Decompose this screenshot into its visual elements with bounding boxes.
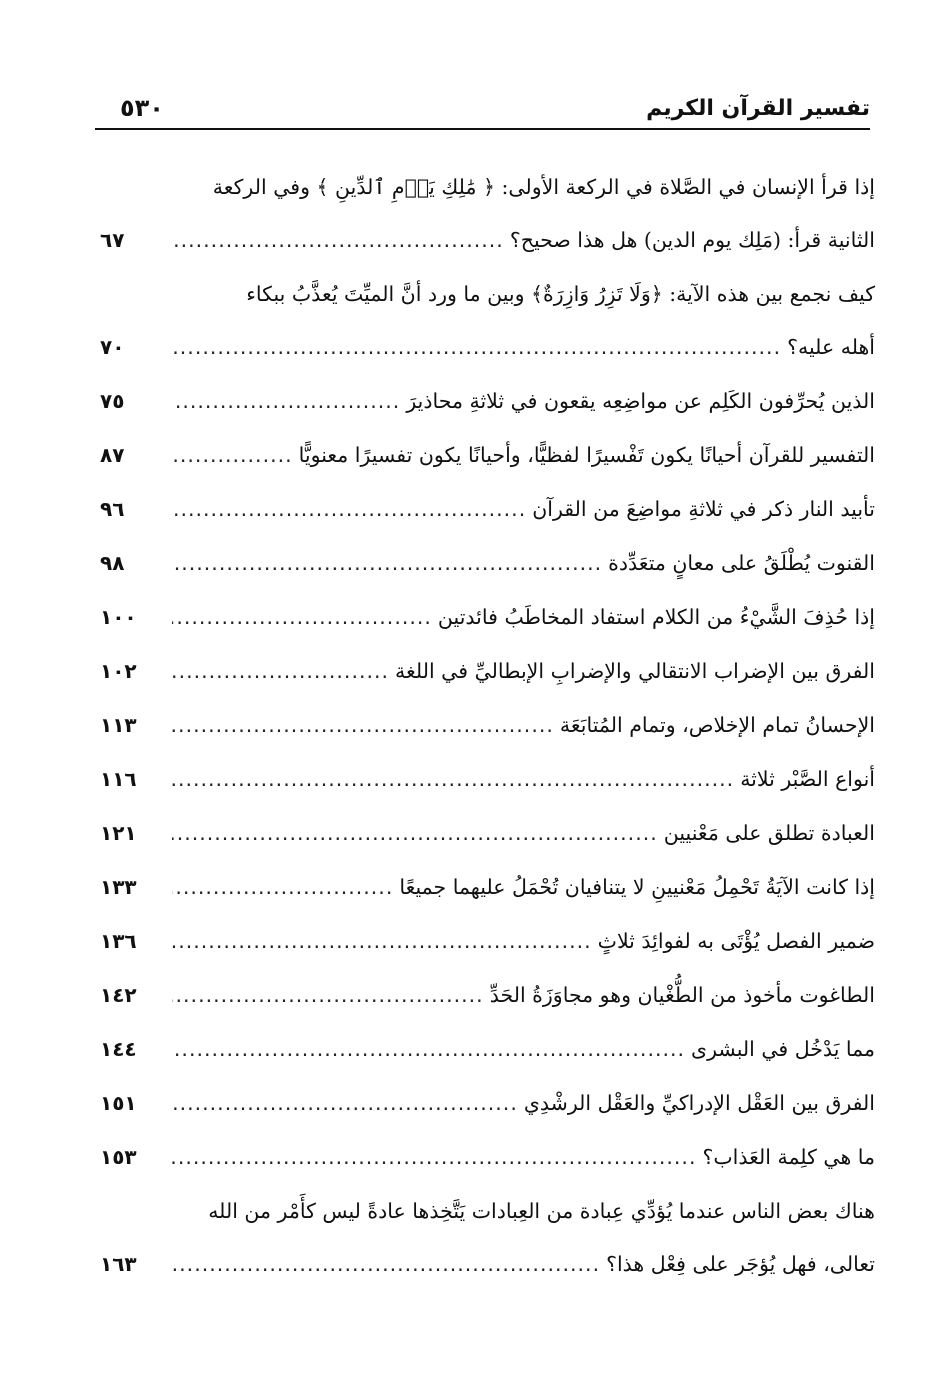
toc-entry[interactable] bbox=[100, 914, 875, 968]
toc-entry-line bbox=[100, 698, 875, 752]
toc-page-number: ١٥١ bbox=[100, 1091, 137, 1115]
toc-entry-line bbox=[100, 482, 875, 536]
table-of-contents bbox=[100, 160, 875, 1291]
toc-entry-line bbox=[100, 428, 875, 482]
toc-entry-line bbox=[100, 644, 875, 698]
toc-page-number: ١١٣ bbox=[100, 713, 137, 737]
toc-entry[interactable] bbox=[100, 590, 875, 644]
toc-entry-line bbox=[100, 590, 875, 644]
toc-entry-text: أهله عليه؟ bbox=[787, 335, 875, 359]
toc-page-number: ٨٧ bbox=[100, 443, 125, 467]
toc-entry[interactable] bbox=[100, 698, 875, 752]
dot-leader bbox=[172, 1076, 518, 1130]
toc-page-number: ١٥٣ bbox=[100, 1145, 137, 1169]
toc-page-number: ١٠٢ bbox=[100, 659, 137, 683]
toc-page-number: ١٢١ bbox=[100, 821, 137, 845]
toc-entry-text: مما يَدْخُل في البشرى bbox=[691, 1037, 875, 1061]
toc-entry-line bbox=[100, 1076, 875, 1130]
toc-entry-text: الفرق بين العَقْل الإدراكيِّ والعَقْل الرشْدِي bbox=[523, 1091, 875, 1115]
toc-entry-line bbox=[100, 374, 875, 428]
toc-page-number: ١٣٦ bbox=[100, 929, 137, 953]
toc-entry[interactable] bbox=[100, 1076, 875, 1130]
dot-leader bbox=[172, 1022, 685, 1076]
toc-entry-line bbox=[100, 1237, 875, 1291]
toc-entry-text: الإحسانُ تمام الإخلاص، وتمام المُتابَعَة bbox=[559, 713, 875, 737]
toc-page-number: ١١٦ bbox=[100, 767, 137, 791]
dot-leader bbox=[172, 374, 400, 428]
toc-entry[interactable] bbox=[100, 428, 875, 482]
toc-entry-line bbox=[100, 806, 875, 860]
toc-entry[interactable] bbox=[100, 644, 875, 698]
toc-entry-text: تعالى، فهل يُؤجَر على فِعْل هذا؟ bbox=[606, 1252, 875, 1276]
toc-entry-text: هناك بعض الناس عندما يُؤدِّي عِبادة من العِبادات يَتَّخِذها عادةً ليس كأَمْر من الله bbox=[208, 1199, 875, 1223]
toc-entry-text: التفسير للقرآن أحيانًا يكون تَفْسيرًا لفظيًّا، وأحيانًا يكون تفسيرًا معنويًّا bbox=[298, 443, 875, 467]
toc-entry-text: القنوت يُطْلَقُ على معانٍ متعَدِّدة bbox=[608, 551, 875, 575]
toc-entry[interactable] bbox=[100, 1022, 875, 1076]
dot-leader bbox=[172, 968, 484, 1022]
page-number: ٥٣٠ bbox=[120, 94, 164, 122]
toc-entry-text: الذين يُحرِّفون الكَلِم عن مواضِعِه يقعون في ثلاثةِ محاذيرَ bbox=[406, 389, 875, 413]
dot-leader bbox=[172, 213, 504, 267]
dot-leader bbox=[172, 428, 293, 482]
running-title: تفسير القرآن الكريم bbox=[646, 96, 870, 121]
toc-entry-text: الثانية قرأ: (مَلِك يوم الدين) هل هذا صحيح؟ bbox=[509, 228, 875, 252]
dot-leader bbox=[172, 590, 432, 644]
toc-entry[interactable] bbox=[100, 160, 875, 267]
dot-leader bbox=[172, 644, 389, 698]
toc-page-number: ١٤٢ bbox=[100, 983, 137, 1007]
toc-entry-text: الطاغوت مأخوذ من الطُّغْيان وهو مجاوَزَةُ الحَدِّ bbox=[489, 983, 875, 1007]
toc-entry-text: ما هي كلِمة العَذاب؟ bbox=[702, 1145, 875, 1169]
toc-entry-text: أنواع الصَّبْر ثلاثة bbox=[740, 767, 875, 791]
toc-page-number: ١٠٠ bbox=[100, 605, 137, 629]
toc-entry-line bbox=[100, 213, 875, 267]
toc-entry[interactable] bbox=[100, 267, 875, 374]
dot-leader bbox=[172, 860, 393, 914]
dot-leader bbox=[172, 698, 554, 752]
toc-page-number: ٦٧ bbox=[100, 228, 125, 252]
toc-entry-line bbox=[100, 536, 875, 590]
page-header bbox=[95, 92, 870, 130]
toc-entry-line bbox=[100, 1022, 875, 1076]
toc-entry-line bbox=[100, 320, 875, 374]
toc-entry[interactable] bbox=[100, 1184, 875, 1291]
dot-leader bbox=[172, 806, 658, 860]
toc-page-number: ٧٥ bbox=[100, 389, 125, 413]
toc-entry[interactable] bbox=[100, 806, 875, 860]
toc-entry-text: تأبيد النار ذكر في ثلاثةِ مواضِعَ من القرآن bbox=[532, 497, 875, 521]
toc-entry[interactable] bbox=[100, 536, 875, 590]
toc-entry-line bbox=[100, 1130, 875, 1184]
toc-entry[interactable] bbox=[100, 752, 875, 806]
toc-entry-text: كيف نجمع بين هذه الآية: ﴿وَلَا تَزِرُ وَازِرَةٌ﴾ وبين ما ورد أنَّ الميِّتَ يُعذَّبُ ببكاء bbox=[246, 282, 875, 306]
toc-entry-lead-line bbox=[100, 160, 875, 213]
dot-leader bbox=[172, 752, 734, 806]
toc-entry-text: ضمير الفصل يُؤْتَى به لفوائِدَ ثلاثٍ bbox=[597, 929, 875, 953]
toc-page-number: ٩٦ bbox=[100, 497, 125, 521]
toc-entry-text: إذا قرأ الإنسان في الصَّلاة في الركعة الأولى: ﴿ مَٰلِكِ يَوۡمِ ٱلدِّينِ ﴾ وفي الركعة bbox=[212, 175, 875, 199]
toc-entry-lead-line bbox=[100, 1184, 875, 1237]
toc-entry[interactable] bbox=[100, 1130, 875, 1184]
toc-entry[interactable] bbox=[100, 374, 875, 428]
toc-entry-line bbox=[100, 752, 875, 806]
toc-page-number: ١٤٤ bbox=[100, 1037, 137, 1061]
dot-leader bbox=[172, 914, 592, 968]
dot-leader bbox=[172, 482, 526, 536]
dot-leader bbox=[172, 320, 781, 374]
toc-entry[interactable] bbox=[100, 968, 875, 1022]
toc-page-number: ٩٨ bbox=[100, 551, 125, 575]
toc-entry-text: إذا كانت الآيَةُ تَحْمِلُ مَعْنيينِ لا يتنافيان تُحْمَلُ عليهما جميعًا bbox=[399, 875, 875, 899]
toc-entry[interactable] bbox=[100, 860, 875, 914]
toc-page-number: ٧٠ bbox=[100, 335, 125, 359]
toc-entry-lead-line bbox=[100, 267, 875, 320]
dot-leader bbox=[172, 1130, 696, 1184]
toc-entry[interactable] bbox=[100, 482, 875, 536]
toc-entry-text: الفرق بين الإضراب الانتقالي والإضرابِ الإبطاليِّ في اللغة bbox=[395, 659, 875, 683]
toc-entry-text: العبادة تطلق على مَعْنيين bbox=[663, 821, 875, 845]
dot-leader bbox=[172, 1237, 600, 1291]
toc-page-number: ١٣٣ bbox=[100, 875, 137, 899]
toc-entry-line bbox=[100, 968, 875, 1022]
toc-entry-text: إذا حُذِفَ الشَّيْءُ من الكلام استفاد المخاطَبُ فائدتين bbox=[437, 605, 875, 629]
toc-entry-line bbox=[100, 860, 875, 914]
header-rule bbox=[95, 128, 870, 130]
toc-page-number: ١٦٣ bbox=[100, 1252, 137, 1276]
toc-entry-line bbox=[100, 914, 875, 968]
dot-leader bbox=[172, 536, 602, 590]
